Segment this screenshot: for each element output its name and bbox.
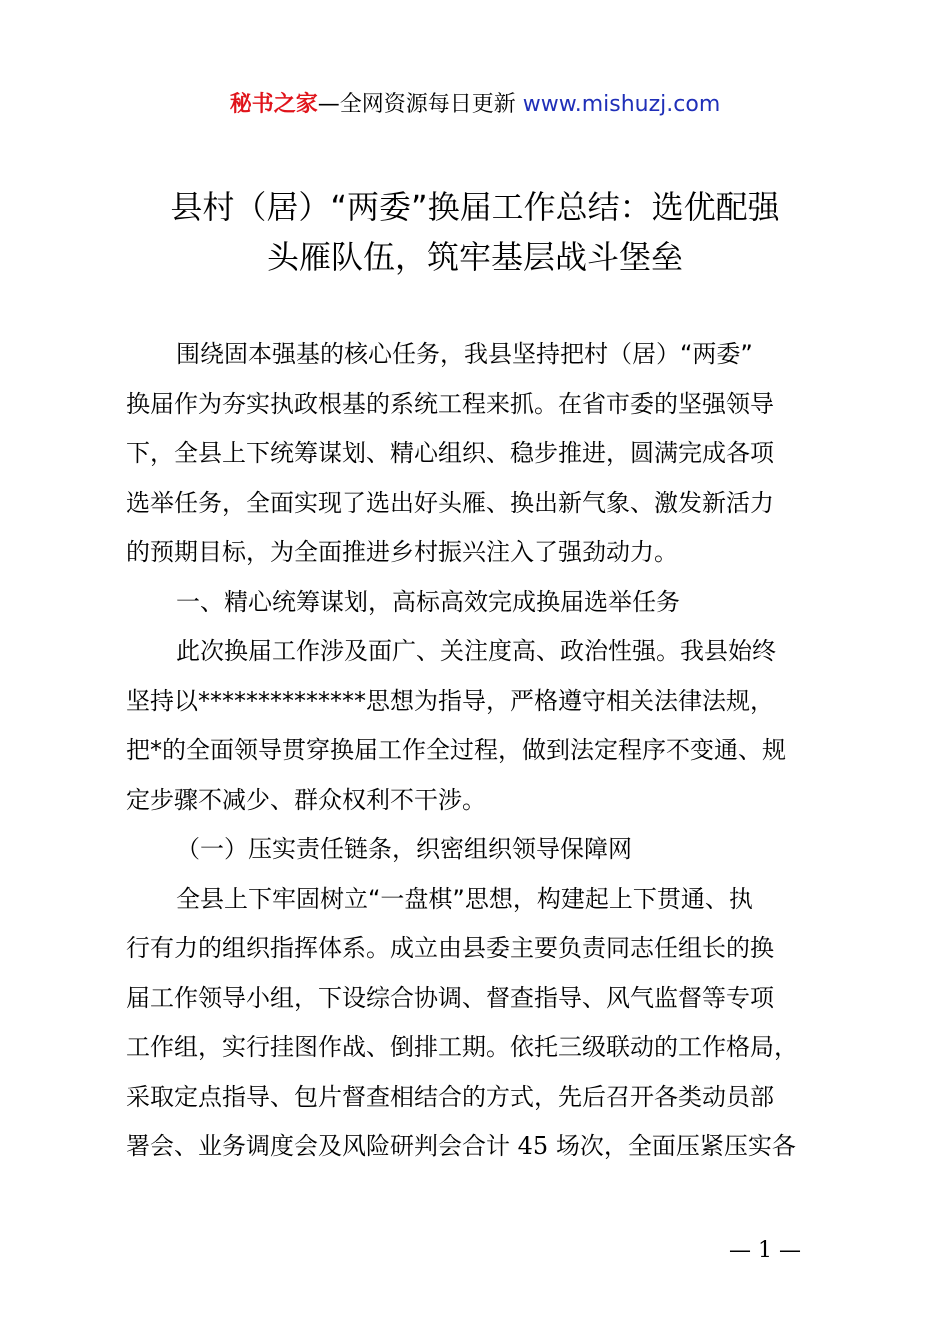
section-heading: 一、精心统筹谋划，高标高效完成换届选举任务: [176, 587, 680, 616]
header-url-link[interactable]: www.mishuzj.com: [522, 92, 721, 117]
paragraph-line: 围绕固本强基的核心任务，我县坚持把村（居）“两委”: [176, 340, 753, 368]
paragraph-text: 署会、业务调度会及风险研判会合计: [126, 1132, 518, 1160]
paragraph-line: 换届作为夯实执政根基的系统工程来抓。在省市委的坚强领导: [126, 389, 774, 418]
paragraph-line: 下，全县上下统筹谋划、精心组织、稳步推进，圆满完成各项: [126, 439, 774, 467]
paragraph-line: 采取定点指导、包片督查相结合的方式，先后召开各类动员部: [126, 1082, 774, 1111]
paragraph-line: 选举任务，全面实现了选出好头雁、换出新气象、激发新活力: [126, 488, 774, 517]
meeting-count: 45: [517, 1132, 549, 1160]
header-brand: 秘书之家: [229, 92, 318, 117]
document-body: [126, 330, 846, 1172]
paragraph-line: 届工作领导小组，下设综合协调、督查指导、风气监督等专项: [126, 983, 774, 1012]
title-line-1: 县村（居）“两委”换届工作总结：选优配强: [170, 188, 780, 226]
paragraph-line: 全县上下牢固树立“一盘棋”思想，构建起上下贯通、执: [176, 884, 753, 913]
paragraph-line: 定步骤不减少、群众权利不干涉。: [126, 785, 486, 814]
page-number: — 1 —: [729, 1238, 801, 1263]
site-header: [0, 88, 950, 122]
paragraph-line: 坚持以**************思想为指导，严格遵守相关法律法规，: [126, 686, 774, 715]
subsection-heading: （一）压实责任链条，织密组织领导保障网: [176, 835, 632, 863]
paragraph-text: 场次，全面压紧压实各: [548, 1132, 796, 1160]
title-line-2: 头雁队伍，筑牢基层战斗堡垒: [266, 238, 683, 276]
paragraph-line: [126, 1122, 846, 1172]
paragraph-line: 行有力的组织指挥体系。成立由县委主要负责同志任组长的换: [126, 934, 774, 962]
header-tagline: —全网资源每日更新: [317, 92, 516, 117]
paragraph-line: 的预期目标，为全面推进乡村振兴注入了强劲动力。: [126, 538, 678, 566]
paragraph-line: 把*的全面领导贯穿换届工作全过程，做到法定程序不变通、规: [126, 736, 786, 764]
paragraph-line: 此次换届工作涉及面广、关注度高、政治性强。我县始终: [176, 637, 776, 665]
paragraph-line: 工作组，实行挂图作战、倒排工期。依托三级联动的工作格局，: [126, 1033, 798, 1061]
document-title: [60, 182, 890, 282]
